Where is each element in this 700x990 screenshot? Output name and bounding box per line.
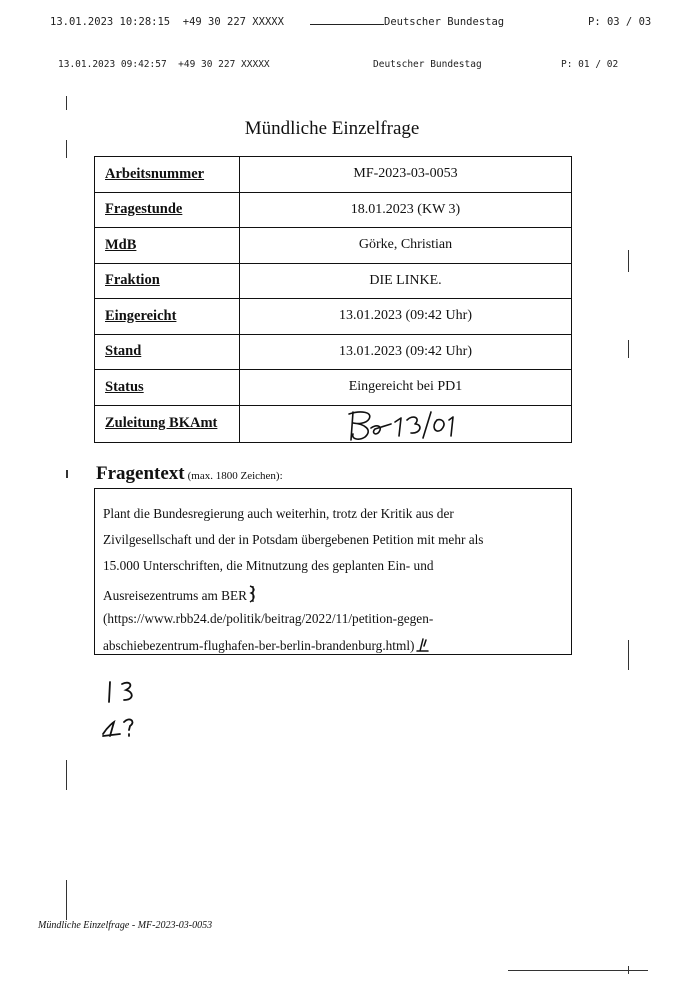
- question-line: 15.000 Unterschriften, die Mitnutzung des geplanten Ein- und: [103, 558, 434, 574]
- row-value: 18.01.2023 (KW 3): [240, 192, 572, 228]
- table-row: [95, 299, 572, 335]
- scan-mark: [628, 340, 629, 358]
- row-label: MdB: [95, 228, 240, 264]
- scan-mark: [66, 880, 67, 920]
- table-row: [95, 263, 572, 299]
- row-value: 13.01.2023 (09:42 Uhr): [240, 299, 572, 335]
- table-row: [95, 370, 572, 406]
- scan-mark: [66, 470, 68, 478]
- fax-sender: Deutscher Bundestag: [373, 59, 482, 70]
- scan-mark: [66, 140, 67, 158]
- info-table: [94, 156, 572, 443]
- table-row: [95, 192, 572, 228]
- fax-header-2: [58, 59, 270, 70]
- question-line-with-mark: [103, 585, 563, 611]
- table-row: [95, 157, 572, 193]
- scan-mark: [508, 970, 648, 971]
- table-row: [95, 228, 572, 264]
- fax-timestamp: 13.01.2023 10:28:15: [50, 16, 171, 28]
- table-row: [95, 334, 572, 370]
- fax-sender: Deutscher Bundestag: [384, 16, 505, 28]
- fax-page: P: 03 / 03: [588, 16, 652, 28]
- fragentext-limit-note: (max. 1800 Zeichen):: [187, 470, 283, 482]
- question-line: Ausreisezentrums am BER: [103, 587, 248, 603]
- handwritten-notes: [100, 676, 160, 751]
- row-label: Eingereicht: [95, 299, 240, 335]
- fax-timestamp: 13.01.2023 09:42:57: [58, 59, 167, 70]
- fax-phone: +49 30 227 XXXXX: [178, 59, 270, 70]
- scan-mark: [628, 640, 629, 670]
- question-line: abschiebezentrum-flughafen-ber-berlin-brandenburg.html): [103, 637, 415, 653]
- fax-header-2-sender: [373, 59, 482, 70]
- row-label: Zuleitung BKAmt: [95, 405, 240, 442]
- fax-header-1-sender: [310, 16, 504, 28]
- signature-cell: [240, 405, 572, 442]
- fax-page: P: 01 / 02: [561, 59, 619, 70]
- handwritten-mark-icon: [414, 637, 432, 653]
- scan-mark: [628, 250, 629, 272]
- row-label: Fragestunde: [95, 192, 240, 228]
- row-value: DIE LINKE.: [240, 263, 572, 299]
- row-label: Stand: [95, 334, 240, 370]
- row-value: Görke, Christian: [240, 228, 572, 264]
- handwritten-signature-icon: [331, 406, 481, 442]
- row-label: Status: [95, 370, 240, 406]
- row-label: Arbeitsnummer: [95, 157, 240, 193]
- row-value: 13.01.2023 (09:42 Uhr): [240, 334, 572, 370]
- handwritten-mark-icon: [247, 585, 257, 603]
- question-text-box: [94, 488, 572, 655]
- fax-phone: +49 30 227 XXXXX: [182, 16, 284, 28]
- fragentext-heading: [96, 463, 283, 485]
- row-label: Fraktion: [95, 263, 240, 299]
- scan-mark: [66, 760, 67, 790]
- question-line: (https://www.rbb24.de/politik/beitrag/2022/11/petition-gegen-: [103, 610, 434, 626]
- page-footer: Mündliche Einzelfrage - MF-2023-03-0053: [38, 920, 213, 931]
- row-value: MF-2023-03-0053: [240, 157, 572, 193]
- scan-mark: [628, 966, 629, 974]
- row-value: Eingereicht bei PD1: [240, 370, 572, 406]
- fax-header-1-page: [588, 16, 651, 28]
- question-line: Plant die Bundesregierung auch weiterhin, trotz der Kritik aus der: [103, 506, 454, 521]
- question-line-with-mark: [103, 637, 563, 663]
- scan-mark: [66, 96, 67, 110]
- fax-rule: [310, 16, 384, 25]
- fragentext-title: Fragentext: [96, 463, 185, 484]
- page-title: Mündliche Einzelfrage: [244, 118, 420, 139]
- handwritten-notes-icon: [100, 676, 160, 746]
- question-line: Zivilgesellschaft und der in Potsdam übergebenen Petition mit mehr als: [103, 532, 484, 548]
- table-row: [95, 405, 572, 442]
- fax-header-1: [50, 16, 284, 28]
- fax-header-2-page: [561, 59, 618, 70]
